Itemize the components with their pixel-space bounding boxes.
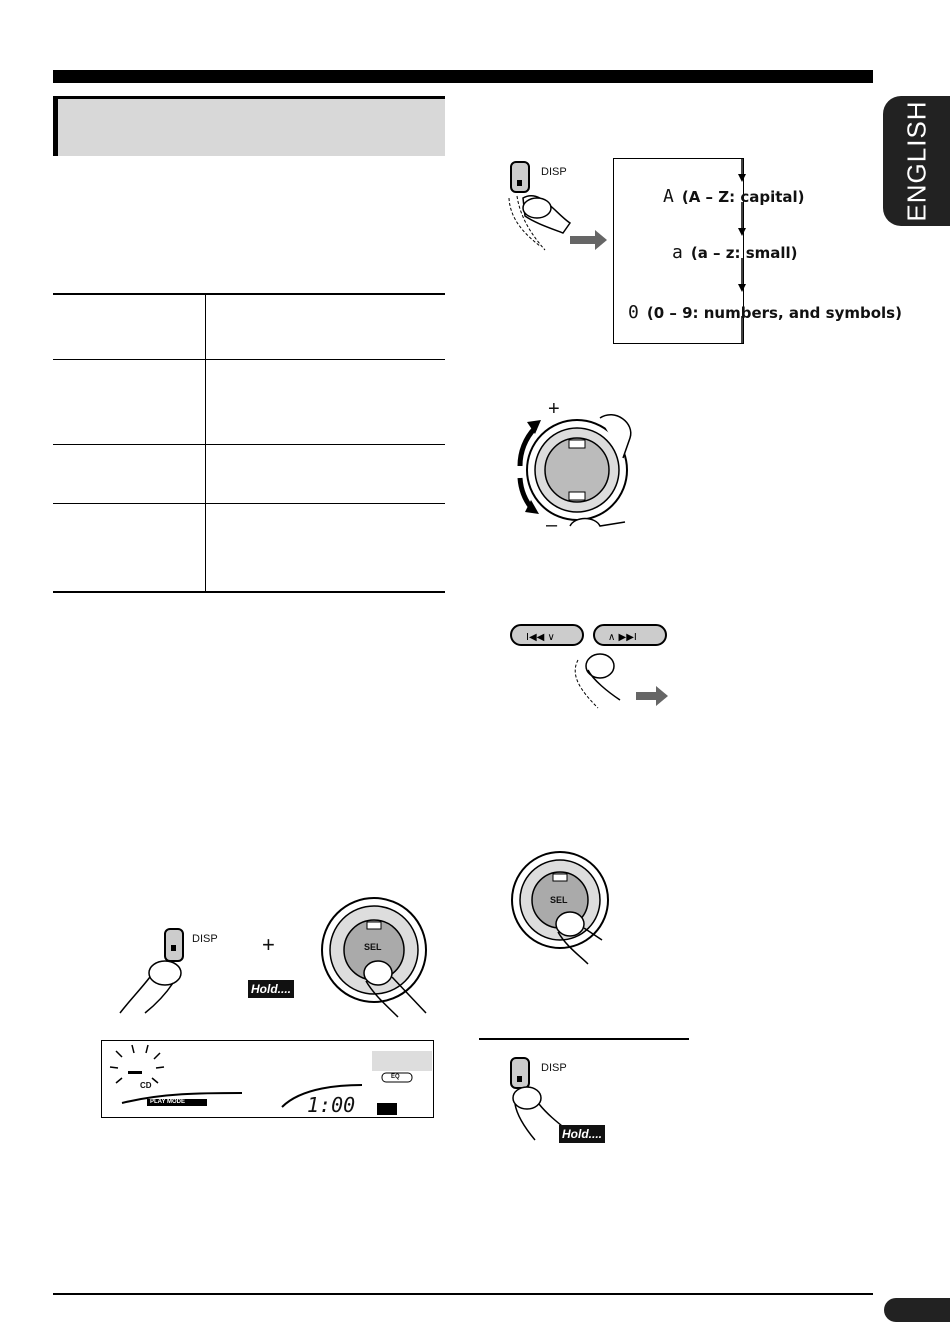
lcd-mode-label: PLAY MODE [150,1099,186,1105]
small-glyph: a [672,242,683,263]
sel-button-label: SEL [550,895,568,905]
language-tab-label: ENGLISH [901,100,931,222]
table-column-divider [205,294,206,592]
top-rule [53,70,873,83]
lcd-time: 1:00 [307,1093,356,1117]
table-row-divider [53,359,445,360]
table-row-divider [53,503,445,504]
svg-text:I◀◀ ∨: I◀◀ ∨ [526,632,555,643]
control-dial-turn-illustration [505,398,645,543]
table-row-divider [53,444,445,445]
disp-button-label: DISP [541,166,567,178]
lcd-eq-label: EQ [391,1074,400,1080]
note-separator [479,1038,689,1040]
sel-press-illustration [508,848,618,966]
numbers-description: (0 – 9: numbers, and symbols) [646,304,902,322]
hold-badge-bottom: Hold.... [559,1125,605,1143]
disp-button-label-left: DISP [192,933,218,945]
small-description: (a – z: small) [690,244,798,262]
page-number-tab [884,1298,950,1322]
disp-button-label-bottom: DISP [541,1062,567,1074]
hold-badge: Hold.... [248,980,294,998]
section-heading-box [53,96,445,156]
capital-glyph: A [663,186,674,207]
capital-description: (A – Z: capital) [681,188,805,206]
plus-sign: + [262,932,275,957]
skip-buttons-illustration [508,620,673,712]
numbers-glyph: 0 [628,302,639,323]
language-tab [883,96,950,226]
dial-minus-label: – [546,514,558,536]
svg-text:∧ ▶▶I: ∧ ▶▶I [608,632,637,643]
sel-button-label-left: SEL [364,942,382,952]
sel-hold-illustration [316,895,436,1020]
blinking-indicator-icon [110,1045,164,1083]
char-set-capital [663,186,805,207]
lcd-graphics [102,1041,435,1119]
bottom-rule [53,1293,873,1295]
char-set-small [672,242,798,263]
lcd-display [101,1040,434,1118]
dial-plus-label: + [548,398,560,420]
table-top-rule [53,293,445,295]
table-bottom-rule [53,591,445,593]
char-set-numbers [628,302,902,323]
lcd-source-label: CD [140,1081,152,1090]
